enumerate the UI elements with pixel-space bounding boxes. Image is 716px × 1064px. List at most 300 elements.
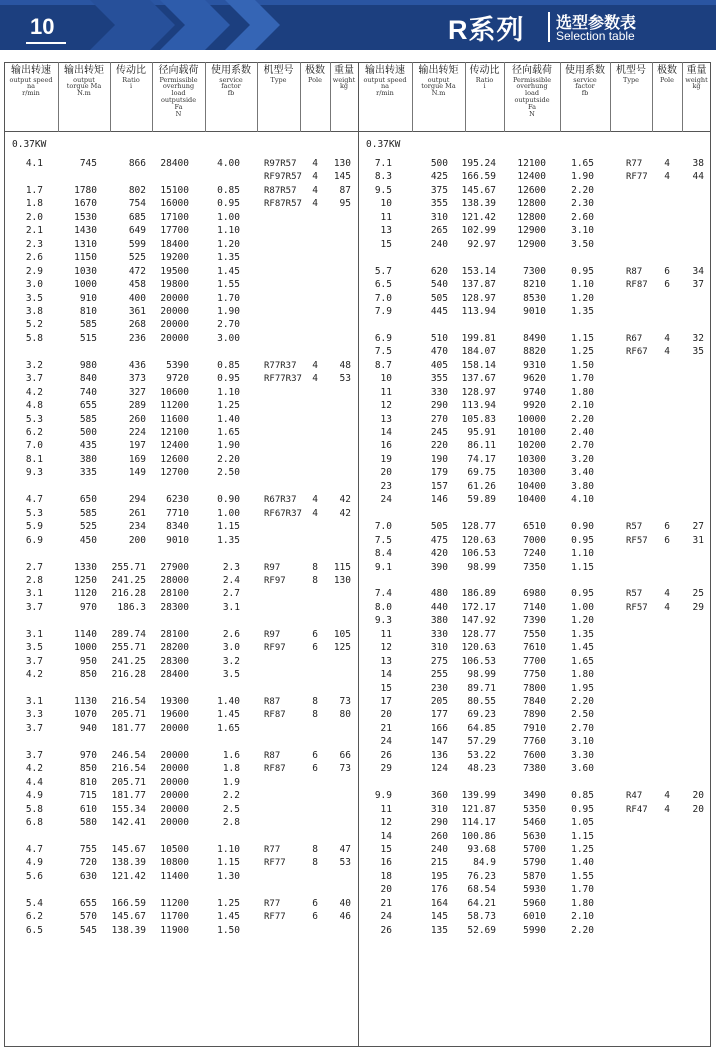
table-cell: 3.0: [222, 642, 240, 654]
table-cell: 5.3: [25, 507, 43, 519]
column-header-cn: 极数: [657, 65, 677, 76]
table-cell: 20: [692, 803, 704, 815]
table-row: [0, 575, 716, 587]
table-cell: 7910: [523, 722, 546, 734]
table-cell: 3.5: [25, 642, 43, 654]
table-cell: 0.95: [571, 265, 594, 277]
table-cell: 24: [380, 736, 392, 748]
table-cell: 20: [380, 709, 392, 721]
column-header-en: Fa: [174, 102, 183, 111]
table-cell: 58.73: [467, 911, 496, 923]
table-cell: 199.81: [461, 332, 496, 344]
table-cell: 13: [380, 413, 392, 425]
table-cell: 1.70: [217, 292, 240, 304]
table-cell: 4: [312, 507, 318, 519]
table-row: [0, 817, 716, 829]
table-cell: 2.8: [222, 817, 240, 829]
table-cell: 102.99: [461, 225, 496, 237]
table-cell: 19800: [160, 279, 189, 291]
table-cell: 240: [430, 238, 448, 250]
table-cell: 224: [128, 427, 146, 438]
page-number: 10: [30, 14, 55, 39]
column-header-cn: 重量: [686, 65, 707, 76]
table-cell: 585: [79, 413, 97, 425]
table-cell: 2.50: [217, 467, 240, 479]
table-cell: 375: [430, 184, 448, 196]
column-header-en: Pole: [660, 75, 674, 84]
table-cell: 440: [430, 601, 448, 613]
table-cell: 93.68: [467, 843, 496, 855]
column-header-en: Pole: [308, 75, 322, 84]
table-cell: 28100: [160, 628, 189, 640]
table-cell: 1.45: [217, 911, 240, 923]
table-cell: 4.4: [25, 776, 43, 788]
table-cell: 255.71: [111, 642, 146, 654]
table-cell: 9010: [523, 305, 546, 317]
table-cell: 34: [692, 265, 704, 277]
table-cell: 200: [128, 534, 146, 546]
table-cell: 1.40: [217, 696, 240, 707]
table-cell: 450: [79, 534, 97, 546]
table-cell: 510: [430, 332, 448, 344]
table-cell: 1.25: [217, 897, 240, 909]
table-cell: 113.94: [461, 400, 496, 412]
table-cell: 720: [79, 857, 97, 869]
table-cell: 153.14: [461, 265, 496, 277]
table-cell: 436: [128, 359, 146, 371]
table-row: [0, 266, 716, 278]
table-cell: 1.8: [222, 763, 240, 775]
table-cell: 2.50: [571, 709, 594, 721]
table-cell: 0.85: [217, 359, 240, 371]
table-cell: 5.8: [25, 803, 43, 815]
table-cell: 802: [128, 184, 146, 196]
table-cell: 26: [380, 749, 392, 761]
table-cell: 1.90: [571, 171, 594, 183]
title-divider: [548, 12, 550, 42]
table-cell: 10300: [517, 453, 546, 465]
table-cell: 268: [128, 319, 146, 331]
table-cell: 1.20: [217, 238, 240, 250]
table-cell: 6.9: [374, 332, 392, 344]
table-cell: 5.6: [25, 870, 43, 882]
table-cell: 335: [79, 467, 97, 479]
table-cell: 445: [430, 305, 448, 317]
table-cell: 5700: [523, 843, 546, 855]
table-cell: 11600: [160, 413, 189, 425]
table-cell: 810: [79, 305, 97, 317]
table-cell: 12: [380, 817, 392, 829]
table-cell: R77R37: [264, 360, 297, 371]
table-cell: 12400: [517, 171, 546, 183]
table-row: [0, 763, 716, 775]
table-cell: 310: [430, 211, 448, 223]
table-cell: R97: [264, 629, 281, 640]
table-cell: 1530: [74, 211, 97, 223]
table-cell: 1430: [74, 225, 97, 237]
table-cell: 3.7: [25, 601, 43, 613]
table-cell: 275: [430, 655, 448, 667]
table-cell: 8: [312, 843, 318, 855]
table-cell: 2.20: [217, 453, 240, 465]
table-cell: 2.20: [571, 184, 594, 196]
table-cell: 38: [692, 158, 704, 169]
column-header: [652, 66, 682, 83]
table-cell: 2.4: [222, 574, 240, 586]
column-header-en: kg: [339, 82, 349, 91]
table-cell: 6: [312, 749, 318, 761]
table-row: [0, 898, 716, 910]
table-cell: 435: [79, 440, 97, 452]
table-cell: 7750: [523, 669, 546, 681]
table-cell: 540: [430, 279, 448, 291]
table-cell: 64.85: [467, 722, 496, 734]
column-header-en: kg: [692, 82, 701, 91]
column-header-en: outputside: [514, 95, 550, 104]
table-cell: 121.42: [111, 870, 146, 882]
table-cell: 8.4: [374, 548, 392, 560]
table-cell: 28400: [160, 158, 189, 169]
column-header: [504, 66, 560, 117]
table-cell: 1310: [74, 238, 97, 250]
table-cell: R77: [264, 844, 281, 855]
column-header-en: output: [427, 75, 450, 84]
table-cell: R47: [626, 791, 643, 802]
table-cell: 59.89: [467, 494, 496, 506]
table-cell: 3.1: [25, 696, 43, 707]
table-cell: 8: [312, 574, 318, 586]
table-cell: 6.5: [374, 279, 392, 291]
table-cell: 135: [430, 924, 448, 936]
table-cell: 1.10: [217, 843, 240, 855]
table-cell: 136: [430, 749, 448, 761]
table-cell: 5.9: [25, 521, 43, 533]
column-header-en: outputside: [160, 95, 197, 104]
table-cell: 46: [339, 911, 351, 923]
table-cell: 241.25: [111, 655, 146, 667]
column-header-en: fb: [227, 89, 235, 98]
table-cell: 10200: [517, 440, 546, 452]
table-cell: 265: [430, 225, 448, 237]
table-cell: 6510: [523, 521, 546, 533]
column-header-en: Permissible: [159, 75, 198, 84]
table-cell: 215: [430, 857, 448, 869]
table-cell: 355: [430, 373, 448, 385]
table-cell: 164: [430, 897, 448, 909]
table-cell: 0.90: [217, 494, 240, 506]
table-cell: 4: [664, 332, 670, 344]
table-cell: 120.63: [461, 534, 496, 546]
table-cell: 1.40: [571, 857, 594, 869]
table-cell: 14: [380, 427, 392, 438]
table-cell: 195.24: [461, 158, 496, 169]
table-row: [0, 373, 716, 385]
table-cell: 32: [692, 332, 704, 344]
table-cell: 1.15: [217, 521, 240, 533]
table-cell: 5870: [523, 870, 546, 882]
table-cell: 4.00: [217, 158, 240, 169]
table-cell: 11: [380, 386, 392, 398]
table-cell: 114.17: [461, 817, 496, 829]
table-cell: 42: [339, 507, 351, 519]
table-cell: 3.2: [222, 655, 240, 667]
table-row: [0, 225, 716, 237]
table-row: [0, 387, 716, 399]
table-cell: 176: [430, 884, 448, 896]
table-cell: 1.95: [571, 682, 594, 694]
table-cell: 7000: [523, 534, 546, 546]
table-cell: 3.50: [571, 238, 594, 250]
table-cell: 2.40: [571, 427, 594, 438]
table-cell: 1000: [74, 642, 97, 654]
table-cell: 754: [128, 198, 146, 210]
table-cell: 68.54: [467, 884, 496, 896]
table-row: [0, 508, 716, 520]
table-cell: 7710: [166, 507, 189, 519]
table-cell: 20: [380, 467, 392, 479]
table-cell: 14: [380, 830, 392, 842]
table-cell: 4.7: [25, 843, 43, 855]
column-header-en: N.m: [77, 89, 91, 98]
table-row: [0, 467, 716, 479]
table-cell: 7.0: [25, 440, 43, 452]
column-header-en: service: [219, 75, 243, 84]
column-header: [152, 66, 205, 117]
table-cell: 1.45: [217, 709, 240, 721]
table-cell: 4: [312, 359, 318, 371]
table-cell: 26: [380, 924, 392, 936]
table-cell: 2.20: [571, 696, 594, 707]
table-cell: 130: [333, 574, 351, 586]
table-cell: 6: [312, 911, 318, 923]
table-row: [0, 279, 716, 291]
column-header: [205, 66, 257, 97]
table-cell: 1.55: [571, 870, 594, 882]
table-cell: 2.70: [571, 440, 594, 452]
column-header-en: r/min: [376, 89, 394, 98]
table-cell: 950: [79, 655, 97, 667]
column-header-en: Ratio: [475, 75, 494, 84]
table-cell: 545: [79, 924, 97, 936]
table-cell: 380: [79, 453, 97, 465]
table-cell: R97: [264, 562, 281, 573]
table-cell: 3.2: [25, 359, 43, 371]
table-cell: 4.2: [25, 669, 43, 681]
column-header-cn: 径向载荷: [512, 65, 552, 76]
table-cell: 7.4: [374, 588, 392, 600]
table-cell: 255.71: [111, 561, 146, 573]
table-cell: 205.71: [111, 776, 146, 788]
table-cell: 7.5: [374, 534, 392, 546]
table-cell: 145.67: [111, 911, 146, 923]
table-cell: 28300: [160, 655, 189, 667]
table-cell: 1.8: [25, 198, 43, 210]
table-cell: 1150: [74, 252, 97, 264]
table-cell: 505: [430, 521, 448, 533]
table-cell: 3.20: [571, 453, 594, 465]
column-header-en: na: [26, 82, 36, 91]
table-cell: 475: [430, 534, 448, 546]
table-cell: 9.9: [374, 790, 392, 802]
table-cell: 6: [664, 534, 670, 546]
table-cell: 4: [664, 803, 670, 815]
table-row: [0, 642, 716, 654]
table-cell: 216.54: [111, 763, 146, 775]
table-cell: 2.7: [25, 561, 43, 573]
table-cell: 4: [312, 171, 318, 183]
table-cell: 2.10: [571, 400, 594, 412]
table-cell: 21: [380, 722, 392, 734]
table-row: [0, 319, 716, 331]
column-header-cn: 输出转速: [365, 65, 405, 76]
table-cell: 3.7: [25, 722, 43, 734]
table-cell: 599: [128, 238, 146, 250]
table-cell: 245: [430, 427, 448, 438]
table-cell: 16000: [160, 198, 189, 210]
table-row: [0, 696, 716, 708]
column-header-en: N.m: [431, 89, 446, 98]
table-cell: 73: [339, 696, 351, 707]
table-cell: 10500: [160, 843, 189, 855]
column-header-en: weight: [332, 75, 356, 84]
table-cell: 1.50: [217, 924, 240, 936]
table-cell: 7300: [523, 265, 546, 277]
column-header: [110, 66, 152, 90]
table-cell: 145.67: [111, 843, 146, 855]
table-cell: 11200: [160, 400, 189, 412]
table-cell: 29: [692, 601, 704, 613]
table-cell: 95.91: [467, 427, 496, 438]
table-cell: 1.50: [571, 359, 594, 371]
column-header-en: i: [129, 82, 133, 91]
table-cell: 21: [380, 897, 392, 909]
table-cell: 10800: [160, 857, 189, 869]
table-cell: 53: [339, 857, 351, 869]
table-cell: 850: [79, 763, 97, 775]
table-cell: 8: [312, 561, 318, 573]
column-header-en: output speed: [9, 75, 53, 84]
table-row: [0, 790, 716, 802]
table-cell: 146: [430, 494, 448, 506]
column-header: [358, 66, 412, 97]
table-cell: 4.7: [25, 494, 43, 506]
column-header: [330, 66, 358, 90]
table-cell: 980: [79, 359, 97, 371]
table-cell: 240: [430, 843, 448, 855]
table-cell: 10: [380, 198, 392, 210]
column-header: [257, 66, 300, 83]
table-cell: 197: [128, 440, 146, 452]
column-header-en: r/min: [22, 89, 40, 98]
table-row: [0, 548, 716, 560]
column-header-en: factor: [575, 82, 595, 91]
column-header: [300, 66, 330, 83]
table-cell: 7350: [523, 561, 546, 573]
column-header-cn: 极数: [305, 65, 325, 76]
table-cell: 12700: [160, 467, 189, 479]
table-cell: 147.92: [461, 615, 496, 627]
column-header-en: torgue Ma: [421, 82, 456, 91]
table-cell: 3.40: [571, 467, 594, 479]
table-row: [0, 804, 716, 816]
table-cell: 73: [339, 763, 351, 775]
table-cell: 138.39: [111, 924, 146, 936]
table-cell: 4.1: [25, 158, 43, 169]
table-cell: 500: [79, 427, 97, 438]
table-row: [0, 629, 716, 641]
table-cell: 1.40: [217, 413, 240, 425]
table-cell: 7380: [523, 763, 546, 775]
table-cell: 5990: [523, 924, 546, 936]
table-cell: 289: [128, 400, 146, 412]
table-cell: 13: [380, 225, 392, 237]
table-cell: 20000: [160, 763, 189, 775]
table-cell: 500: [430, 158, 448, 169]
table-cell: 6: [664, 279, 670, 291]
column-header-en: output speed: [363, 75, 407, 84]
table-cell: 11400: [160, 870, 189, 882]
table-cell: RF87: [626, 280, 648, 291]
table-cell: 585: [79, 319, 97, 331]
table-cell: 6: [312, 628, 318, 640]
table-cell: 76.23: [467, 870, 496, 882]
table-cell: 11: [380, 211, 392, 223]
table-cell: 2.9: [25, 265, 43, 277]
column-header: [682, 66, 711, 90]
table-cell: 18: [380, 870, 392, 882]
table-cell: 1.80: [571, 897, 594, 909]
table-cell: 20000: [160, 803, 189, 815]
table-cell: 4: [312, 373, 318, 385]
table-cell: 69.75: [467, 467, 496, 479]
column-header-en: fb: [581, 89, 589, 98]
table-cell: 3.00: [217, 332, 240, 344]
table-cell: 28400: [160, 669, 189, 681]
table-cell: RF57: [626, 602, 648, 613]
table-cell: 1.25: [571, 843, 594, 855]
table-cell: 1.30: [217, 870, 240, 882]
table-cell: 3.1: [222, 601, 240, 613]
table-cell: 40: [339, 897, 351, 909]
table-cell: 970: [79, 601, 97, 613]
table-cell: 910: [79, 292, 97, 304]
table-cell: 3.7: [25, 655, 43, 667]
table-cell: 84.9: [473, 857, 496, 869]
table-cell: 20000: [160, 776, 189, 788]
table-cell: 64.21: [467, 897, 496, 909]
table-cell: 8.7: [374, 359, 392, 371]
table-row: [0, 212, 716, 224]
table-cell: 80.55: [467, 696, 496, 707]
table-cell: 28000: [160, 574, 189, 586]
table-cell: 166.59: [111, 897, 146, 909]
table-cell: 4.2: [25, 763, 43, 775]
column-header: [610, 66, 652, 83]
table-row: [0, 602, 716, 614]
table-cell: 740: [79, 386, 97, 398]
table-cell: 177: [430, 709, 448, 721]
table-row: [0, 185, 716, 197]
table-cell: 20000: [160, 332, 189, 344]
table-cell: 29: [380, 763, 392, 775]
column-header: [4, 66, 58, 97]
table-cell: 685: [128, 211, 146, 223]
table-cell: 15: [380, 682, 392, 694]
table-cell: 2.8: [25, 574, 43, 586]
column-header-en: overhung: [516, 82, 548, 91]
table-cell: 7760: [523, 736, 546, 748]
table-cell: RF47: [626, 804, 648, 815]
